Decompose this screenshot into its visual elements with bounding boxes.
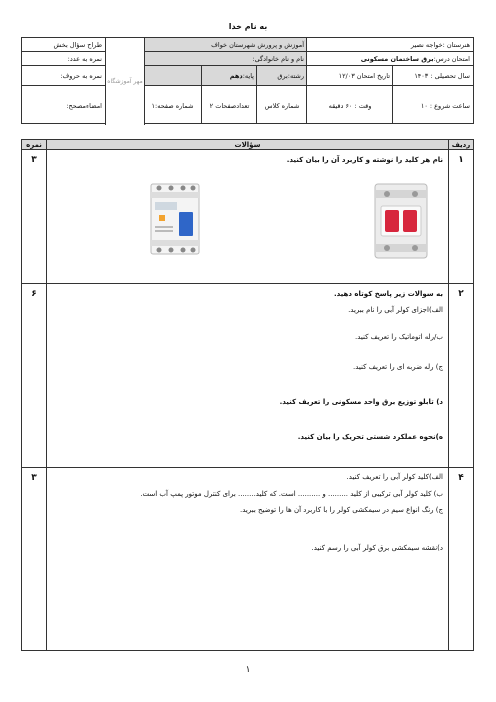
divider [392, 66, 393, 123]
blank-shaded [143, 66, 202, 85]
course-cell [307, 52, 473, 65]
page-number-cell: شماره صفحه:۱ [151, 101, 194, 110]
field-cell [257, 66, 307, 85]
grade-value: دهم [229, 71, 243, 80]
grade-label: پایه: [242, 71, 254, 80]
question-row-1 [22, 150, 473, 284]
row-number: ۱ [458, 155, 464, 165]
grade-cell [202, 66, 257, 85]
question-part: الف)اجزای کولر آبی را نام ببرید. [348, 306, 443, 314]
col-score-header: نمره [26, 141, 42, 149]
questions-table [21, 139, 474, 651]
divider [256, 66, 257, 123]
course-value: برق ساختمان مسکونی [360, 54, 434, 63]
page-number: ۱ [245, 665, 251, 675]
header-row-4 [22, 86, 473, 125]
org-name: آموزش و پرورش شهرستان خواف [143, 38, 307, 51]
row-number: ۲ [458, 289, 464, 299]
header-row-3 [22, 66, 473, 86]
divider [306, 38, 307, 123]
exam-date: تاریخ امتحان ۱۲/۰۳ [338, 71, 390, 80]
question-row-2 [22, 284, 473, 468]
question-score: ۳ [31, 155, 37, 165]
question-part: د)نقشه سیمکشی برق کولر آبی را رسم کنید. [311, 544, 443, 552]
question-part: د) تابلو توزیع برق واحد مسکونی را تعریف کنید. [279, 398, 443, 406]
rcd-breaker-image [145, 182, 205, 258]
class-number: شماره کلاس [264, 101, 300, 110]
school-seal: مهر آموزشگاه [105, 38, 145, 125]
designer-label: طراح سؤال بخش [53, 40, 102, 49]
corrector-signature: امضاءمصحح: [66, 101, 102, 110]
question-part: ه)نحوه عملکرد شستی تحریک را بیان کنید. [297, 433, 443, 441]
student-name-label: نام و نام خانوادگی: [143, 52, 307, 65]
question-part: ج) رله ضربه ای را تعریف کنید. [353, 363, 443, 371]
header-row-2 [22, 52, 473, 66]
header-row-1 [22, 38, 473, 52]
score-digits-label: نمره به عدد: [67, 54, 102, 63]
question-part: الف)کلید کولر آبی را تعریف کنید. [346, 473, 443, 481]
col-row-header: ردیف [451, 141, 471, 149]
field-label: رشته: [287, 71, 304, 80]
question-part: ج) رنگ انواع سیم در سیمکشی کولر را با کاربرد آن ها را توضیح ببرید. [240, 506, 443, 514]
question-part: ب) کلید کولر آبی ترکیبی از کلید ......... و .......... است. که کلید........ برای کنترل موتور پمپ آب است. [140, 490, 443, 498]
question-part: ب/رله اتوماتیک را تعریف کنید. [355, 333, 443, 341]
question-intro: به سوالات زیر پاسخ کوتاه دهید. [333, 290, 443, 298]
exam-header-table [21, 37, 474, 124]
school-name: هنرستان :خواجه نصیر [410, 40, 470, 49]
pages-count: تعدادصفحات ۲ [209, 101, 250, 110]
question-row-3 [22, 468, 473, 652]
isolator-switch-image [371, 182, 431, 262]
start-time: ساعت شروع : ۱۰ [420, 101, 470, 110]
duration: وقت : ۶۰ دقیقه [328, 101, 372, 110]
divider [201, 66, 202, 123]
question-score: ۳ [31, 473, 37, 483]
table-header [22, 140, 473, 150]
field-value: برق [277, 71, 288, 80]
course-label: امتحان درس: [433, 54, 470, 63]
row-number: ۴ [458, 473, 464, 483]
col-questions-header: سؤالات [234, 141, 261, 149]
score-letters-label: نمره به حروف: [60, 71, 102, 80]
page-top-title: به نام خدا [228, 22, 268, 31]
question-text: نام هر کلید را نوشته و کاربرد آن را بیان کنید. [286, 156, 443, 164]
school-year: سال تحصیلی : ۱۴۰۳ [414, 71, 470, 80]
question-score: ۶ [31, 289, 37, 299]
